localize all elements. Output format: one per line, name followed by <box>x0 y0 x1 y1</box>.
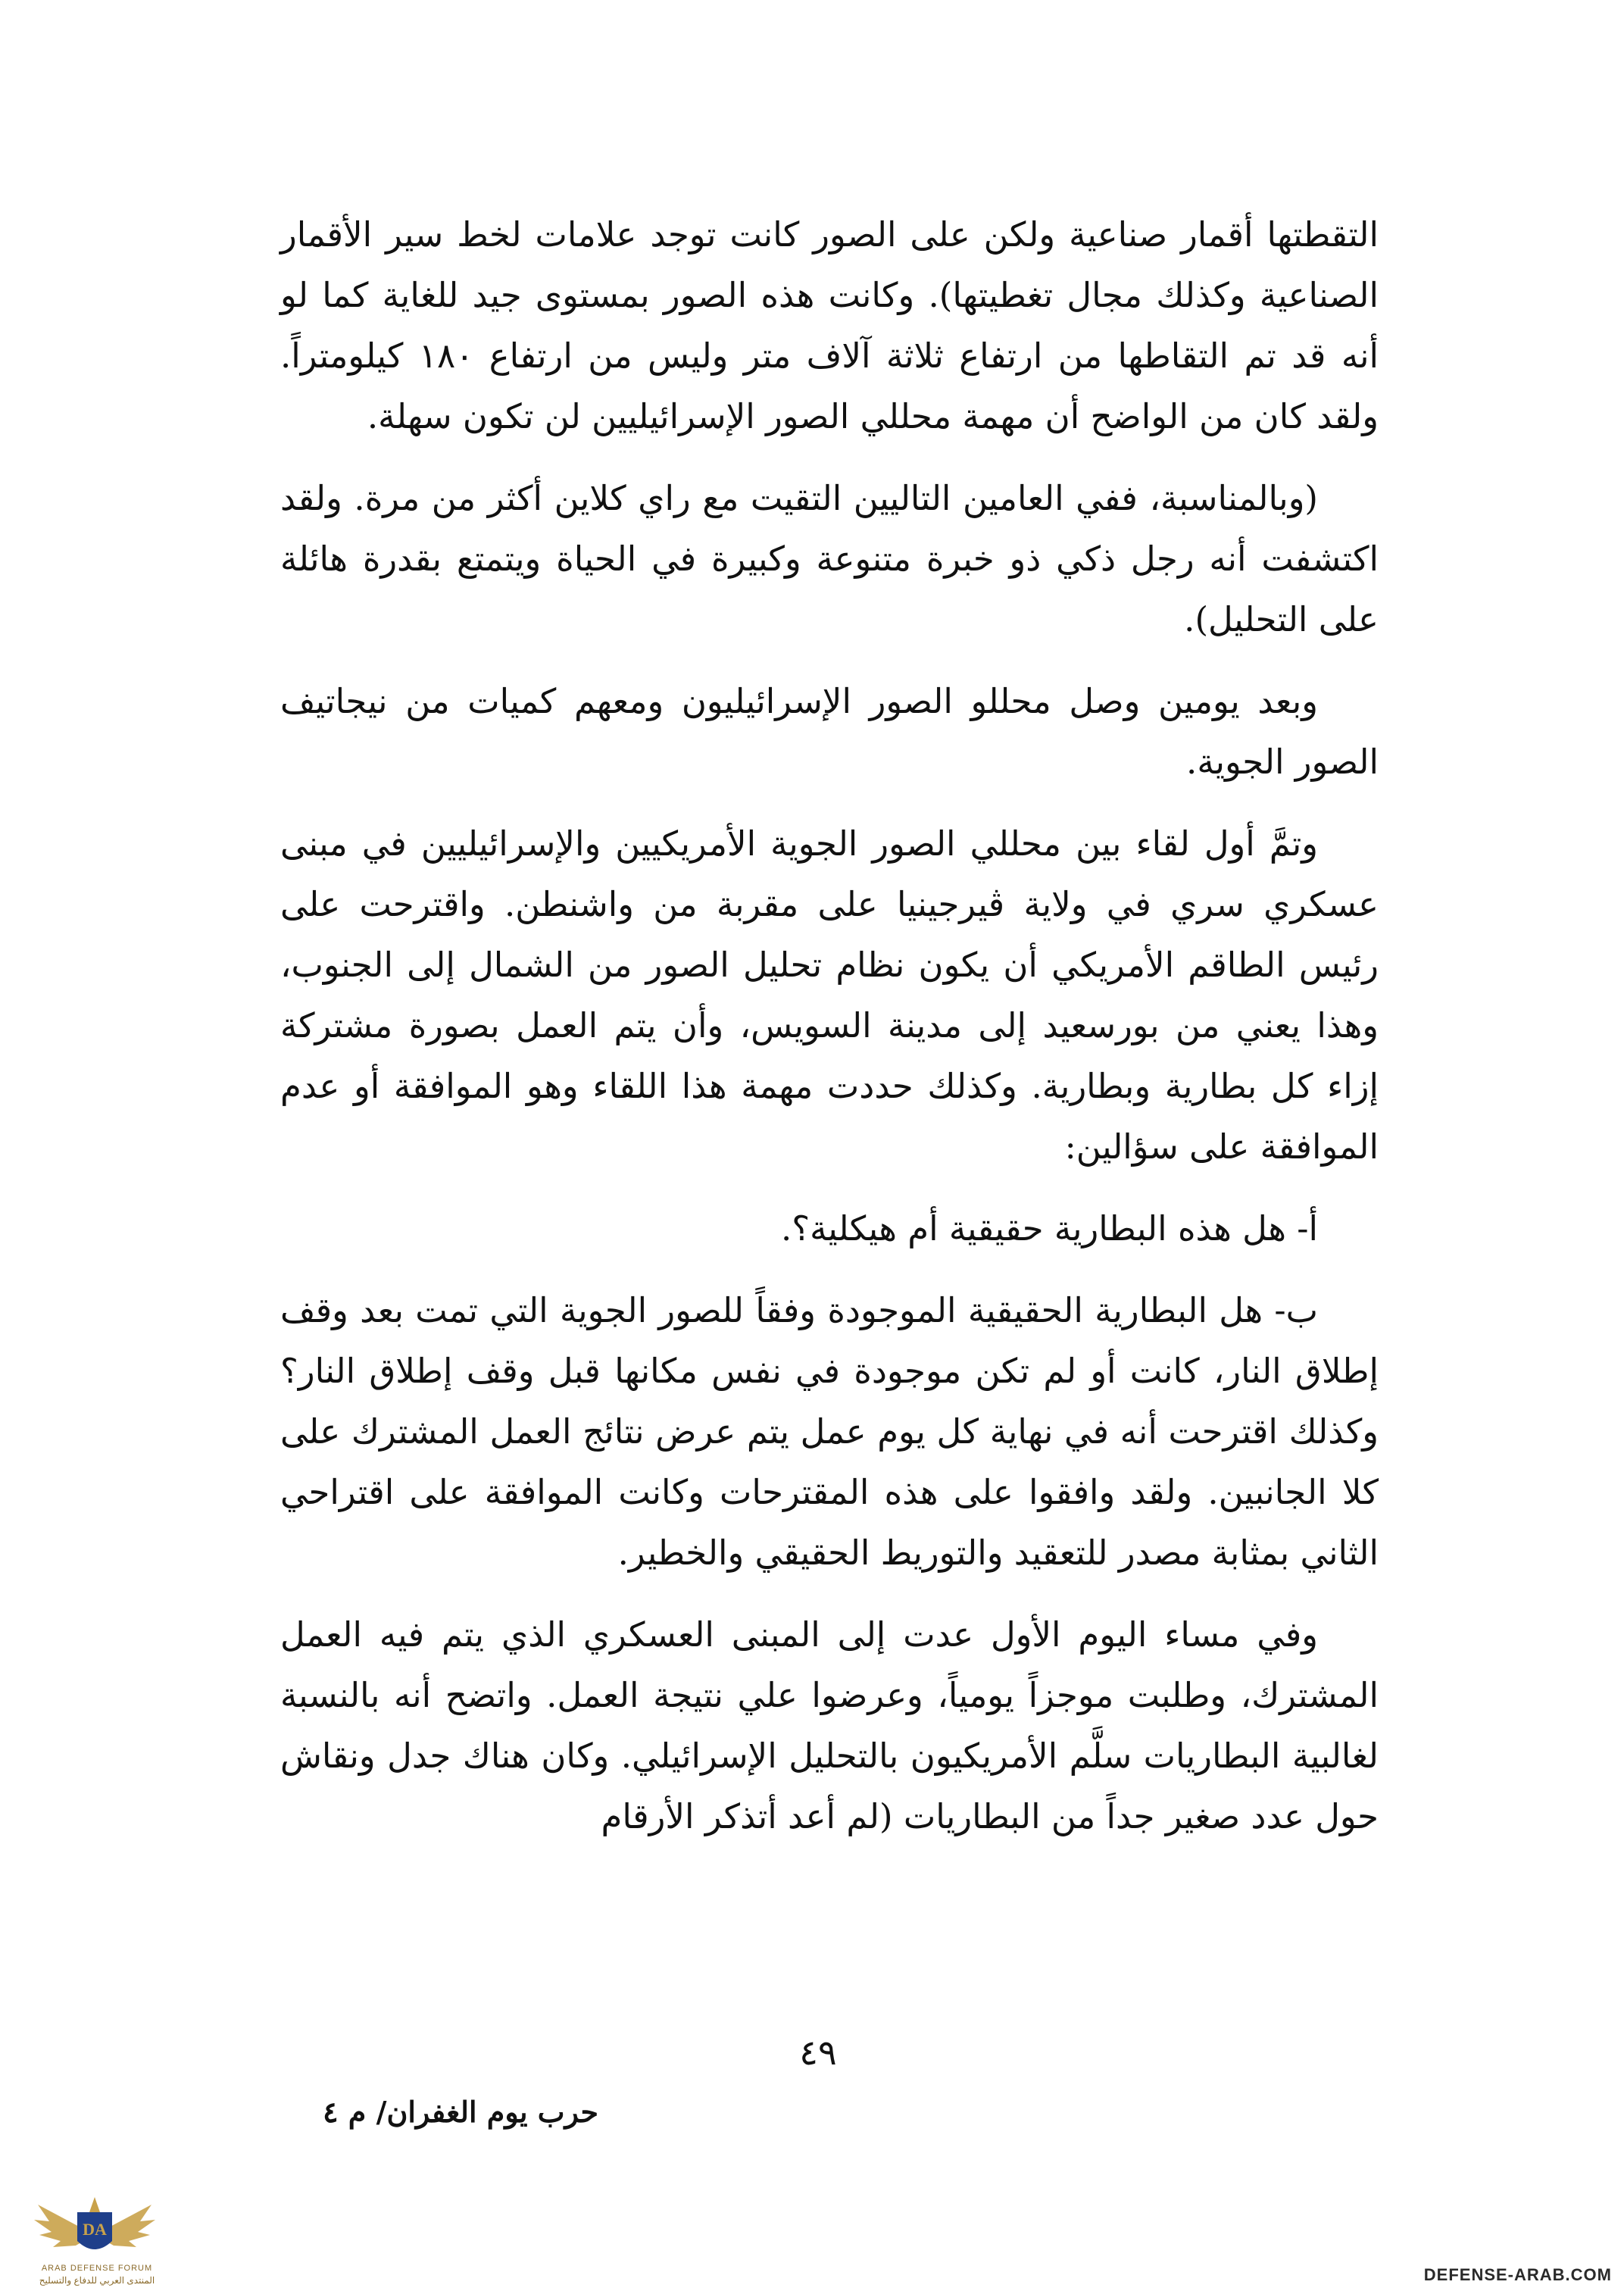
paragraph-4: وتمَّ أول لقاء بين محللي الصور الجوية الأمريكيين والإسرائيليين في مبنى عسكري سري في ولاية ڤيرجينيا على مقربة من واشنطن. واقترحت على رئيس الطاقم الأمريكي أن يكون نظام تحليل الصور من الشمال إلى الجنوب، وهذا يعني من بورسعيد إلى مدينة السويس، وأن يتم العمل بصورة مشتركة إزاء كل بطارية وبطارية. وكذلك حددت مهمة هذا اللقاء وهو الموافقة أو عدم الموافقة على سؤالين: <box>280 824 1379 1167</box>
paragraph-1: التقطتها أقمار صناعية ولكن على الصور كانت توجد علامات لخط سير الأقمار الصناعية وكذلك مجال تغطيتها). وكانت هذه الصور بمستوى جيد للغاية كما لو أنه قد تم التقاطها من ارتفاع ثلاثة آلاف متر وليس من ارتفاع ١٨٠ كيلومتراً. ولقد كان من الواضح أن مهمة محللي الصور الإسرائيليين لن تكون سهلة. <box>280 214 1379 436</box>
running-footer: حرب يوم الغفران/ م ٤ <box>323 2095 598 2129</box>
site-watermark: DEFENSE-ARAB.COM <box>1423 2265 1612 2284</box>
paragraph-5: أ- هل هذه البطارية حقيقية أم هيكلية؟. <box>780 1208 1318 1249</box>
logo-name-en: ARAB DEFENSE FORUM <box>41 2264 153 2273</box>
logo-name-ar: المنتدى العربي للدفاع والتسليح <box>39 2275 155 2286</box>
paragraph-3: وبعد يومين وصل محللو الصور الإسرائيليون ومعهم كميات من نيجاتيف الصور الجوية. <box>280 681 1379 782</box>
paragraph-7: وفي مساء اليوم الأول عدت إلى المبنى العسكري الذي يتم فيه العمل المشترك، وطلبت موجزاً يومياً، وعرضوا علي نتيجة العمل. واتضح أنه بالنسبة لغالبية البطاريات سلَّم الأمريكيون بالتحليل الإسرائيلي. وكان هناك جدل ونقاش حول عدد صغير جداً من البطاريات (لم أعد أتذكر الأرقام <box>280 1614 1379 1836</box>
paragraph-6: ب- هل البطارية الحقيقية الموجودة وفقاً للصور الجوية التي تمت بعد وقف إطلاق النار، كانت أو لم تكن موجودة في نفس مكانها قبل وقف إطلاق النار؟ وكذلك اقترحت أنه في نهاية كل يوم عمل يتم عرض نتائج العمل المشترك على كلا الجانبين. ولقد وافقوا على هذه المقترحات وكانت الموافقة على اقتراحي الثاني بمثابة مصدر للتعقيد والتوريط الحقيقي والخطير. <box>280 1290 1379 1573</box>
logo-initials: DA <box>83 2220 107 2239</box>
page-number: ٤٩ <box>799 2032 837 2073</box>
body-text <box>280 205 1379 1868</box>
paragraph-2: (وبالمناسبة، ففي العامين التاليين التقيت مع راي كلاين أكثر من مرة. ولقد اكتشفت أنه رجل ذكي ذو خبرة متنوعة وكبيرة في الحياة ويتمتع بقدرة هائلة على التحليل). <box>280 478 1379 639</box>
